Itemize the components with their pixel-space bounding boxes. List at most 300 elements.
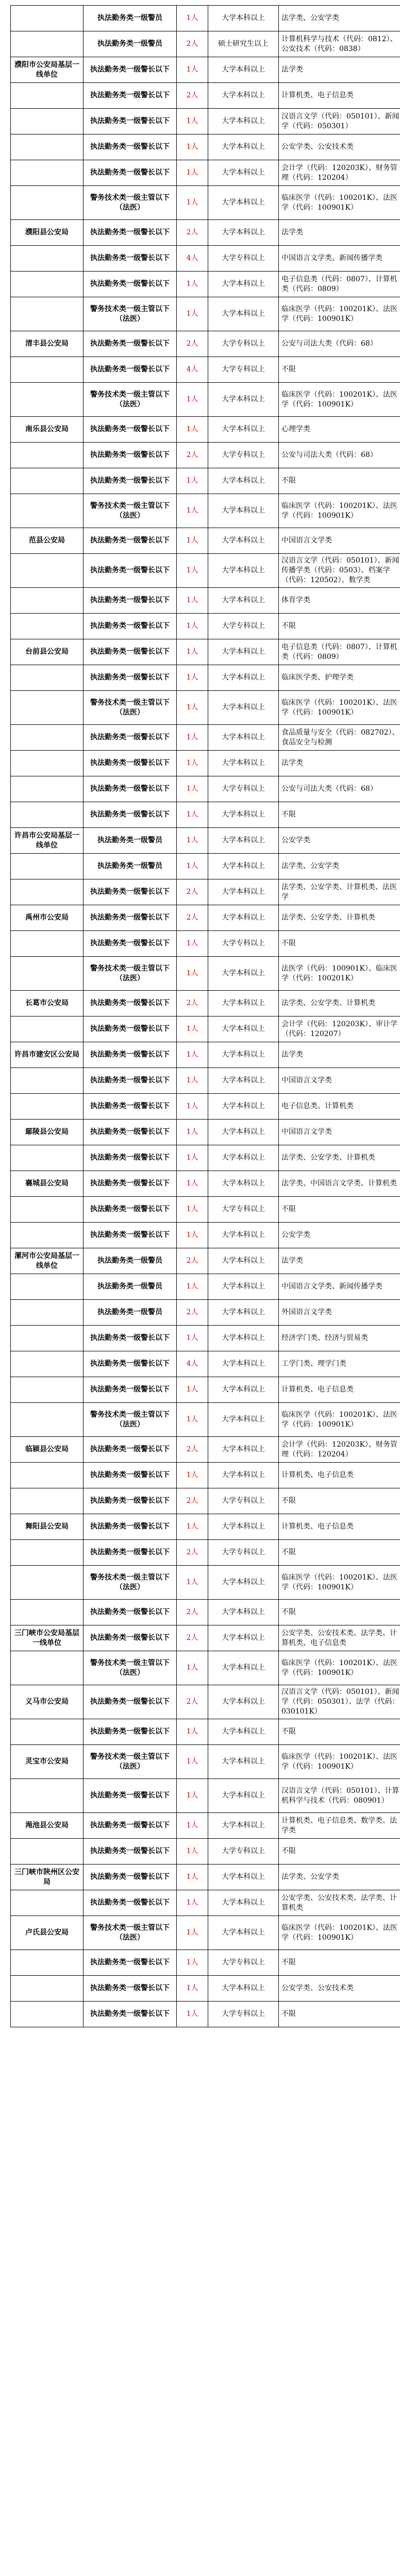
- count-cell: 2人: [177, 443, 208, 468]
- position-cell: 执法勤务类一级警员: [84, 854, 177, 879]
- position-cell: 执法勤务类一级警长以下: [84, 1068, 177, 1094]
- position-cell: 执法勤务类一级警长以下: [84, 1094, 177, 1120]
- major-cell: 公安学类: [279, 828, 400, 854]
- count-cell: 1人: [177, 109, 208, 134]
- position-cell: 执法勤务类一级警长以下: [84, 879, 177, 905]
- major-cell: 公安学类、公安技术类: [279, 134, 400, 160]
- table-row: [11, 1745, 400, 1779]
- major-cell: 不限: [279, 1197, 400, 1223]
- major-cell: 食品质量与安全（代码：082702）、食品安全与检测: [279, 725, 400, 751]
- major-cell: 不限: [279, 2002, 400, 2027]
- table-row: [11, 1377, 400, 1403]
- position-cell: 执法勤务类一级警长以下: [84, 991, 177, 1016]
- table-row: [11, 1197, 400, 1223]
- unit-cell: [11, 1274, 84, 1300]
- unit-cell: 许昌市公安局基层一线单位: [11, 828, 84, 854]
- education-cell: 大学本科以上: [208, 468, 279, 494]
- education-cell: 大学本科以上: [208, 1651, 279, 1685]
- position-cell: 执法勤务类一级警长以下: [84, 1120, 177, 1145]
- table-row: [11, 1094, 400, 1120]
- table-row: [11, 357, 400, 383]
- unit-cell: [11, 1488, 84, 1514]
- education-cell: 大学本科以上: [208, 588, 279, 614]
- unit-cell: [11, 494, 84, 528]
- unit-cell: [11, 554, 84, 588]
- major-cell: 法学类: [279, 1042, 400, 1068]
- position-cell: 警务技术类一级主管以下（法医）: [84, 691, 177, 725]
- unit-cell: [11, 297, 84, 331]
- table-row: [11, 1779, 400, 1813]
- unit-cell: [11, 931, 84, 957]
- unit-cell: [11, 83, 84, 109]
- position-cell: 执法勤务类一级警长以下: [84, 57, 177, 83]
- table-row: [11, 1403, 400, 1437]
- table-row: [11, 1223, 400, 1248]
- count-cell: 1人: [177, 1094, 208, 1120]
- education-cell: 大学本科以上: [208, 1514, 279, 1540]
- count-cell: 1人: [177, 272, 208, 297]
- position-cell: 执法勤务类一级警长以下: [84, 931, 177, 957]
- position-cell: 执法勤务类一级警员: [84, 1300, 177, 1326]
- education-cell: 大学本科以上: [208, 1403, 279, 1437]
- education-cell: 大学本科以上: [208, 57, 279, 83]
- unit-cell: 临颍县公安局: [11, 1437, 84, 1463]
- position-cell: 执法勤务类一级警长以下: [84, 1145, 177, 1171]
- major-cell: 法学类: [279, 751, 400, 776]
- table-row: [11, 57, 400, 83]
- unit-cell: 台前县公安局: [11, 639, 84, 665]
- education-cell: 大学专科以上: [208, 1950, 279, 1976]
- table-row: [11, 1976, 400, 2002]
- table-row: [11, 6, 400, 31]
- education-cell: 大学专科以上: [208, 1488, 279, 1514]
- table-row: [11, 554, 400, 588]
- table-row: [11, 1042, 400, 1068]
- position-cell: 执法勤务类一级警长以下: [84, 246, 177, 272]
- count-cell: 2人: [177, 220, 208, 246]
- education-cell: 大学本科以上: [208, 905, 279, 931]
- count-cell: 1人: [177, 691, 208, 725]
- unit-cell: 许昌市建安区公安局: [11, 1042, 84, 1068]
- unit-cell: 鄢陵县公安局: [11, 1120, 84, 1145]
- position-cell: 执法勤务类一级警长以下: [84, 588, 177, 614]
- position-cell: 执法勤务类一级警员: [84, 31, 177, 57]
- major-cell: 不限: [279, 1488, 400, 1514]
- major-cell: 临床医学（代码：100201K）、法医学（代码：100901K）: [279, 1566, 400, 1600]
- education-cell: 大学本科以上: [208, 665, 279, 691]
- position-cell: 执法勤务类一级警长以下: [84, 417, 177, 443]
- position-cell: 执法勤务类一级警长以下: [84, 1685, 177, 1719]
- education-cell: 大学本科以上: [208, 1865, 279, 1890]
- education-cell: 大学本科以上: [208, 1042, 279, 1068]
- count-cell: 1人: [177, 134, 208, 160]
- position-cell: 执法勤务类一级警长以下: [84, 528, 177, 554]
- major-cell: 临床医学（代码：100201K）、法医学（代码：100901K）: [279, 383, 400, 417]
- count-cell: 1人: [177, 57, 208, 83]
- education-cell: 大学本科以上: [208, 1600, 279, 1625]
- unit-cell: [11, 854, 84, 879]
- count-cell: 1人: [177, 1566, 208, 1600]
- major-cell: 不限: [279, 1839, 400, 1865]
- major-cell: 公安学类: [279, 1223, 400, 1248]
- education-cell: 大学本科以上: [208, 1625, 279, 1651]
- major-cell: 不限: [279, 1600, 400, 1625]
- recruitment-table: [10, 5, 400, 2027]
- count-cell: 2人: [177, 1540, 208, 1566]
- table-row: [11, 186, 400, 220]
- major-cell: 汉语言文学（代码：050101）、新闻学（代码：050301）: [279, 109, 400, 134]
- table-row: [11, 1248, 400, 1274]
- major-cell: 心理学类: [279, 417, 400, 443]
- education-cell: 大学本科以上: [208, 1685, 279, 1719]
- count-cell: 1人: [177, 297, 208, 331]
- position-cell: 警务技术类一级主管以下（法医）: [84, 957, 177, 991]
- education-cell: 大学本科以上: [208, 1300, 279, 1326]
- major-cell: 法学类、中国语言文学类、计算机类: [279, 1171, 400, 1197]
- position-cell: 执法勤务类一级警长以下: [84, 776, 177, 802]
- count-cell: 1人: [177, 802, 208, 828]
- table-row: [11, 1171, 400, 1197]
- education-cell: 大学本科以上: [208, 1437, 279, 1463]
- count-cell: 2人: [177, 1685, 208, 1719]
- table-row: [11, 1600, 400, 1625]
- major-cell: 法学类、公安学类: [279, 854, 400, 879]
- major-cell: 法学类、公安学类、计算机类: [279, 991, 400, 1016]
- count-cell: 1人: [177, 1865, 208, 1890]
- position-cell: 警务技术类一级主管以下（法医）: [84, 1916, 177, 1950]
- position-cell: 执法勤务类一级警长以下: [84, 1488, 177, 1514]
- unit-cell: 范县公安局: [11, 528, 84, 554]
- education-cell: 大学本科以上: [208, 383, 279, 417]
- count-cell: 1人: [177, 1463, 208, 1488]
- education-cell: 大学专科以上: [208, 443, 279, 468]
- position-cell: 执法勤务类一级警长以下: [84, 1839, 177, 1865]
- unit-cell: 濮阳市公安局基层一线单位: [11, 57, 84, 83]
- count-cell: 1人: [177, 1719, 208, 1745]
- position-cell: 执法勤务类一级警长以下: [84, 1377, 177, 1403]
- unit-cell: [11, 588, 84, 614]
- table-row: [11, 1685, 400, 1719]
- position-cell: 执法勤务类一级警长以下: [84, 220, 177, 246]
- unit-cell: 灵宝市公安局: [11, 1745, 84, 1779]
- count-cell: 1人: [177, 554, 208, 588]
- education-cell: 大学本科以上: [208, 1248, 279, 1274]
- education-cell: 大学专科以上: [208, 1839, 279, 1865]
- unit-cell: 漯河市公安局基层一线单位: [11, 1248, 84, 1274]
- count-cell: 1人: [177, 1839, 208, 1865]
- education-cell: 大学本科以上: [208, 957, 279, 991]
- count-cell: 2人: [177, 1488, 208, 1514]
- table-row: [11, 1890, 400, 1916]
- count-cell: 1人: [177, 1068, 208, 1094]
- position-cell: 执法勤务类一级警长以下: [84, 751, 177, 776]
- count-cell: 1人: [177, 1403, 208, 1437]
- unit-cell: [11, 802, 84, 828]
- major-cell: 法学类: [279, 1248, 400, 1274]
- major-cell: 中国语言文学类: [279, 1068, 400, 1094]
- unit-cell: 清丰县公安局: [11, 331, 84, 357]
- unit-cell: [11, 1540, 84, 1566]
- unit-cell: [11, 1223, 84, 1248]
- major-cell: 公安学类、公安技术类、法学类、计算机类、电子信息类: [279, 1625, 400, 1651]
- education-cell: 大学本科以上: [208, 554, 279, 588]
- count-cell: 1人: [177, 1950, 208, 1976]
- unit-cell: [11, 134, 84, 160]
- position-cell: 执法勤务类一级警长以下: [84, 443, 177, 468]
- major-cell: 会计学（代码：120203K）、审计学（代码：120207）: [279, 1016, 400, 1042]
- table-row: [11, 1916, 400, 1950]
- count-cell: 2人: [177, 331, 208, 357]
- education-cell: 大学本科以上: [208, 1274, 279, 1300]
- education-cell: 大学本科以上: [208, 1745, 279, 1779]
- count-cell: 1人: [177, 186, 208, 220]
- count-cell: 1人: [177, 417, 208, 443]
- table-row: [11, 725, 400, 751]
- count-cell: 1人: [177, 6, 208, 31]
- unit-cell: [11, 1976, 84, 2002]
- position-cell: 执法勤务类一级警长以下: [84, 272, 177, 297]
- education-cell: 大学本科以上: [208, 751, 279, 776]
- count-cell: 1人: [177, 751, 208, 776]
- education-cell: 大学本科以上: [208, 828, 279, 854]
- position-cell: 执法勤务类一级警长以下: [84, 1197, 177, 1223]
- count-cell: 1人: [177, 931, 208, 957]
- position-cell: 执法勤务类一级警长以下: [84, 468, 177, 494]
- major-cell: 不限: [279, 614, 400, 639]
- education-cell: 大学本科以上: [208, 1145, 279, 1171]
- education-cell: 大学专科以上: [208, 246, 279, 272]
- table-row: [11, 905, 400, 931]
- education-cell: 大学本科以上: [208, 6, 279, 31]
- unit-cell: [11, 1779, 84, 1813]
- table-row: [11, 468, 400, 494]
- unit-cell: [11, 1377, 84, 1403]
- education-cell: 大学本科以上: [208, 160, 279, 186]
- education-cell: 大学专科以上: [208, 357, 279, 383]
- unit-cell: 卢氏县公安局: [11, 1916, 84, 1950]
- major-cell: 公安与司法大类（代码：68）: [279, 443, 400, 468]
- education-cell: 大学本科以上: [208, 1326, 279, 1351]
- unit-cell: [11, 725, 84, 751]
- education-cell: 大学本科以上: [208, 1916, 279, 1950]
- count-cell: 1人: [177, 528, 208, 554]
- education-cell: 大学本科以上: [208, 1094, 279, 1120]
- education-cell: 大学本科以上: [208, 1016, 279, 1042]
- position-cell: 执法勤务类一级警长以下: [84, 1171, 177, 1197]
- count-cell: 1人: [177, 1326, 208, 1351]
- table-row: [11, 665, 400, 691]
- table-row: [11, 691, 400, 725]
- unit-cell: [11, 2002, 84, 2027]
- table-row: [11, 879, 400, 905]
- major-cell: 临床医学（代码：100201K）、法医学（代码：100901K）: [279, 1651, 400, 1685]
- unit-cell: [11, 776, 84, 802]
- position-cell: 执法勤务类一级警长以下: [84, 160, 177, 186]
- count-cell: 1人: [177, 1651, 208, 1685]
- count-cell: 1人: [177, 1813, 208, 1839]
- major-cell: 会计学（代码：120203K）、财务管理（代码：120204）: [279, 160, 400, 186]
- position-cell: 执法勤务类一级警长以下: [84, 109, 177, 134]
- major-cell: 法学类、公安学类: [279, 1865, 400, 1890]
- count-cell: 1人: [177, 468, 208, 494]
- position-cell: 执法勤务类一级警长以下: [84, 134, 177, 160]
- position-cell: 执法勤务类一级警长以下: [84, 1976, 177, 2002]
- education-cell: 大学本科以上: [208, 417, 279, 443]
- count-cell: 1人: [177, 1120, 208, 1145]
- count-cell: 1人: [177, 1223, 208, 1248]
- table-row: [11, 297, 400, 331]
- unit-cell: [11, 1890, 84, 1916]
- count-cell: 1人: [177, 1042, 208, 1068]
- unit-cell: 襄城县公安局: [11, 1171, 84, 1197]
- count-cell: 4人: [177, 357, 208, 383]
- table-row: [11, 588, 400, 614]
- education-cell: 大学专科以上: [208, 614, 279, 639]
- unit-cell: [11, 1094, 84, 1120]
- major-cell: 不限: [279, 357, 400, 383]
- education-cell: 大学本科以上: [208, 725, 279, 751]
- major-cell: 计算机类、电子信息类: [279, 83, 400, 109]
- unit-cell: 渑池县公安局: [11, 1813, 84, 1839]
- education-cell: 大学本科以上: [208, 1779, 279, 1813]
- education-cell: 大学专科以上: [208, 1540, 279, 1566]
- major-cell: 中国语言文学类、新闻传播学类: [279, 1274, 400, 1300]
- education-cell: 大学本科以上: [208, 639, 279, 665]
- table-row: [11, 83, 400, 109]
- unit-cell: [11, 1566, 84, 1600]
- position-cell: 执法勤务类一级警员: [84, 828, 177, 854]
- unit-cell: [11, 614, 84, 639]
- table-row: [11, 1351, 400, 1377]
- position-cell: 警务技术类一级主管以下（法医）: [84, 297, 177, 331]
- table-row: [11, 776, 400, 802]
- education-cell: 硕士研究生以上: [208, 31, 279, 57]
- count-cell: 2人: [177, 1300, 208, 1326]
- unit-cell: [11, 1068, 84, 1094]
- position-cell: 警务技术类一级主管以下（法医）: [84, 1651, 177, 1685]
- table-row: [11, 1719, 400, 1745]
- unit-cell: [11, 1300, 84, 1326]
- table-row: [11, 2002, 400, 2027]
- unit-cell: 长葛市公安局: [11, 991, 84, 1016]
- education-cell: 大学专科以上: [208, 331, 279, 357]
- count-cell: 1人: [177, 1916, 208, 1950]
- major-cell: 经济学门类、经济与贸易类: [279, 1326, 400, 1351]
- count-cell: 1人: [177, 1890, 208, 1916]
- education-cell: 大学本科以上: [208, 1813, 279, 1839]
- table-row: [11, 639, 400, 665]
- count-cell: 1人: [177, 665, 208, 691]
- table-row: [11, 272, 400, 297]
- major-cell: 不限: [279, 1950, 400, 1976]
- position-cell: 执法勤务类一级警长以下: [84, 802, 177, 828]
- count-cell: 1人: [177, 1779, 208, 1813]
- recruitment-table-body: [11, 6, 400, 2027]
- unit-cell: [11, 31, 84, 57]
- table-row: [11, 220, 400, 246]
- count-cell: 1人: [177, 1377, 208, 1403]
- education-cell: 大学本科以上: [208, 528, 279, 554]
- education-cell: 大学本科以上: [208, 1976, 279, 2002]
- table-row: [11, 1016, 400, 1042]
- unit-cell: [11, 1839, 84, 1865]
- table-row: [11, 134, 400, 160]
- major-cell: 体育学类: [279, 588, 400, 614]
- education-cell: 大学本科以上: [208, 1566, 279, 1600]
- table-row: [11, 751, 400, 776]
- position-cell: 执法勤务类一级警长以下: [84, 1351, 177, 1377]
- major-cell: 会计学（代码：120203K）、财务管理（代码：120204）: [279, 1437, 400, 1463]
- position-cell: 执法勤务类一级警长以下: [84, 1463, 177, 1488]
- count-cell: 1人: [177, 1016, 208, 1042]
- education-cell: 大学专科以上: [208, 1197, 279, 1223]
- position-cell: 执法勤务类一级警长以下: [84, 665, 177, 691]
- major-cell: 计算机类、电子信息类: [279, 1514, 400, 1540]
- major-cell: 不限: [279, 931, 400, 957]
- unit-cell: 濮阳县公安局: [11, 220, 84, 246]
- count-cell: 1人: [177, 494, 208, 528]
- table-row: [11, 1813, 400, 1839]
- position-cell: 执法勤务类一级警长以下: [84, 83, 177, 109]
- unit-cell: [11, 1351, 84, 1377]
- unit-cell: [11, 1719, 84, 1745]
- table-row: [11, 1300, 400, 1326]
- unit-cell: [11, 443, 84, 468]
- education-cell: 大学本科以上: [208, 1377, 279, 1403]
- count-cell: 1人: [177, 854, 208, 879]
- education-cell: 大学本科以上: [208, 1120, 279, 1145]
- major-cell: 不限: [279, 1540, 400, 1566]
- table-row: [11, 1120, 400, 1145]
- position-cell: 警务技术类一级主管以下（法医）: [84, 1745, 177, 1779]
- unit-cell: [11, 1016, 84, 1042]
- major-cell: 中国语言文学类、新闻传播学类: [279, 246, 400, 272]
- table-row: [11, 991, 400, 1016]
- major-cell: 法医学（代码：100901K）、临床医学（代码：100201K）: [279, 957, 400, 991]
- position-cell: 执法勤务类一级警长以下: [84, 1600, 177, 1625]
- position-cell: 执法勤务类一级警长以下: [84, 1779, 177, 1813]
- table-row: [11, 614, 400, 639]
- education-cell: 大学本科以上: [208, 1223, 279, 1248]
- table-row: [11, 1651, 400, 1685]
- unit-cell: 三门峡市陕州区公安局: [11, 1865, 84, 1890]
- major-cell: 公安学类、公安技术类、法学类、计算机类: [279, 1890, 400, 1916]
- position-cell: 执法勤务类一级警长以下: [84, 1437, 177, 1463]
- major-cell: 汉语言文学（代码：050101）、新闻传播学类（代码：0503）、档案学（代码：120502）、数学类: [279, 554, 400, 588]
- unit-cell: [11, 751, 84, 776]
- count-cell: 2人: [177, 905, 208, 931]
- education-cell: 大学本科以上: [208, 691, 279, 725]
- count-cell: 1人: [177, 1171, 208, 1197]
- education-cell: 大学本科以上: [208, 83, 279, 109]
- major-cell: 不限: [279, 802, 400, 828]
- count-cell: 1人: [177, 1745, 208, 1779]
- count-cell: 1人: [177, 2002, 208, 2027]
- count-cell: 2人: [177, 1248, 208, 1274]
- table-row: [11, 1488, 400, 1514]
- unit-cell: [11, 665, 84, 691]
- count-cell: 1人: [177, 160, 208, 186]
- major-cell: 法学类、公安学类、计算机类: [279, 1145, 400, 1171]
- unit-cell: [11, 468, 84, 494]
- education-cell: 大学本科以上: [208, 1351, 279, 1377]
- position-cell: 警务技术类一级主管以下（法医）: [84, 494, 177, 528]
- position-cell: 执法勤务类一级警员: [84, 1248, 177, 1274]
- unit-cell: [11, 1950, 84, 1976]
- table-row: [11, 1625, 400, 1651]
- position-cell: 执法勤务类一级警长以下: [84, 554, 177, 588]
- position-cell: 执法勤务类一级警长以下: [84, 1540, 177, 1566]
